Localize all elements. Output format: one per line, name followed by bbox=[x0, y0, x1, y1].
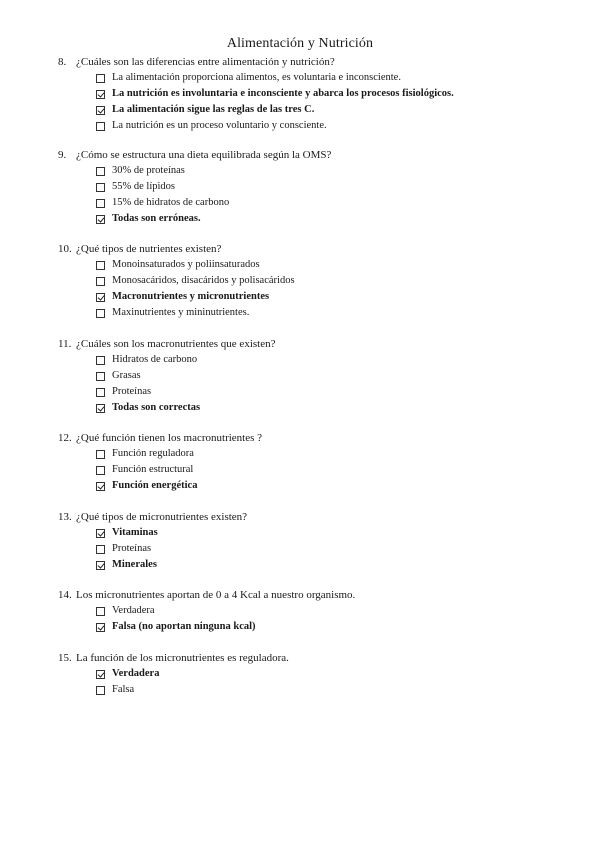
checkbox-checked[interactable] bbox=[96, 106, 105, 115]
question-text: ¿Qué tipos de micronutrientes existen? bbox=[76, 511, 248, 523]
option-text: 15% de hidratos de carbono bbox=[112, 197, 230, 208]
option-text: Verdadera bbox=[112, 668, 160, 679]
option-text: 30% de proteínas bbox=[112, 165, 185, 176]
option-text: Grasas bbox=[112, 370, 141, 381]
option[interactable] bbox=[96, 118, 578, 134]
checkbox[interactable] bbox=[96, 277, 105, 286]
option-text: Monosacáridos, disacáridos y polisacáridos bbox=[112, 275, 295, 286]
option[interactable] bbox=[96, 478, 578, 494]
option[interactable] bbox=[96, 70, 578, 86]
checkbox[interactable] bbox=[96, 607, 105, 616]
question-text: ¿Cómo se estructura una dieta equilibrada según la OMS? bbox=[76, 149, 332, 161]
option-text: Vitaminas bbox=[112, 527, 158, 538]
option[interactable] bbox=[96, 163, 578, 179]
option[interactable] bbox=[96, 179, 578, 195]
option-text: Todas son correctas bbox=[112, 402, 201, 413]
option[interactable] bbox=[96, 211, 578, 227]
option[interactable] bbox=[96, 682, 578, 698]
question-text: ¿Cuáles son las diferencias entre alimentación y nutrición? bbox=[76, 56, 335, 68]
checkbox-checked[interactable] bbox=[96, 215, 105, 224]
checkbox-checked[interactable] bbox=[96, 404, 105, 413]
checkbox[interactable] bbox=[96, 388, 105, 397]
question-text: La función de los micronutrientes es reguladora. bbox=[76, 652, 289, 664]
option[interactable] bbox=[96, 384, 578, 400]
checkbox[interactable] bbox=[96, 261, 105, 270]
option[interactable] bbox=[96, 400, 578, 416]
option[interactable] bbox=[96, 195, 578, 211]
option[interactable] bbox=[96, 257, 578, 273]
checkbox[interactable] bbox=[96, 372, 105, 381]
option[interactable] bbox=[96, 86, 578, 102]
question-15 bbox=[58, 650, 578, 698]
question-text: ¿Qué tipos de nutrientes existen? bbox=[76, 243, 222, 255]
checkbox[interactable] bbox=[96, 74, 105, 83]
option[interactable] bbox=[96, 273, 578, 289]
option[interactable] bbox=[96, 619, 578, 635]
checkbox[interactable] bbox=[96, 309, 105, 318]
question-number: 11. bbox=[58, 338, 72, 350]
question-number: 8. bbox=[58, 56, 67, 68]
checkbox[interactable] bbox=[96, 356, 105, 365]
checkbox[interactable] bbox=[96, 183, 105, 192]
option-text: Monoinsaturados y poliinsaturados bbox=[112, 259, 260, 270]
option[interactable] bbox=[96, 352, 578, 368]
option-text: Función reguladora bbox=[112, 448, 194, 459]
checkbox-checked[interactable] bbox=[96, 293, 105, 302]
checkbox[interactable] bbox=[96, 466, 105, 475]
checkbox[interactable] bbox=[96, 450, 105, 459]
option[interactable] bbox=[96, 305, 578, 321]
checkbox-checked[interactable] bbox=[96, 482, 105, 491]
option-text: Proteínas bbox=[112, 386, 152, 397]
option-text: La alimentación proporciona alimentos, es voluntaria e inconsciente. bbox=[112, 72, 401, 83]
option[interactable] bbox=[96, 289, 578, 305]
option-text: Función estructural bbox=[112, 464, 194, 475]
option[interactable] bbox=[96, 446, 578, 462]
option-text: Falsa bbox=[112, 684, 135, 695]
option[interactable] bbox=[96, 541, 578, 557]
option-text: Proteínas bbox=[112, 543, 152, 554]
question-9 bbox=[58, 147, 578, 227]
checkbox-checked[interactable] bbox=[96, 561, 105, 570]
checkbox-checked[interactable] bbox=[96, 623, 105, 632]
question-number: 14. bbox=[58, 589, 72, 601]
option[interactable] bbox=[96, 603, 578, 619]
question-11 bbox=[58, 336, 578, 416]
checkbox-checked[interactable] bbox=[96, 90, 105, 99]
option[interactable] bbox=[96, 557, 578, 573]
option[interactable] bbox=[96, 462, 578, 478]
option[interactable] bbox=[96, 666, 578, 682]
option-text: 55% de lípidos bbox=[112, 181, 175, 192]
option-text: La nutrición es involuntaria e inconsciente y abarca los procesos fisiológicos. bbox=[112, 88, 454, 99]
question-10 bbox=[58, 241, 578, 321]
option-text: Falsa (no aportan ninguna kcal) bbox=[112, 621, 256, 632]
checkbox[interactable] bbox=[96, 167, 105, 176]
option-text: Verdadera bbox=[112, 605, 155, 616]
question-14 bbox=[58, 587, 578, 635]
option[interactable] bbox=[96, 525, 578, 541]
question-number: 12. bbox=[58, 432, 72, 444]
option[interactable] bbox=[96, 368, 578, 384]
checkbox[interactable] bbox=[96, 122, 105, 131]
option-text: Hidratos de carbono bbox=[112, 354, 198, 365]
checkbox-checked[interactable] bbox=[96, 670, 105, 679]
checkbox[interactable] bbox=[96, 199, 105, 208]
question-13 bbox=[58, 509, 578, 573]
option-text: Minerales bbox=[112, 559, 157, 570]
checkbox[interactable] bbox=[96, 545, 105, 554]
question-12 bbox=[58, 430, 578, 494]
question-number: 13. bbox=[58, 511, 72, 523]
checkbox-checked[interactable] bbox=[96, 529, 105, 538]
option-text: Función energética bbox=[112, 480, 198, 491]
question-number: 10. bbox=[58, 243, 72, 255]
option-text: Macronutrientes y micronutrientes bbox=[112, 291, 270, 302]
checkbox[interactable] bbox=[96, 686, 105, 695]
option-text: La alimentación sigue las reglas de las tres C. bbox=[112, 104, 315, 115]
question-text: ¿Qué función tienen los macronutrientes ? bbox=[76, 432, 263, 444]
page-title: Alimentación y Nutrición bbox=[226, 36, 374, 51]
option-text: La nutrición es un proceso voluntario y consciente. bbox=[112, 120, 327, 131]
question-text: Los micronutrientes aportan de 0 a 4 Kcal a nuestro organismo. bbox=[76, 589, 356, 601]
question-8 bbox=[58, 54, 578, 134]
option-text: Todas son erróneas. bbox=[112, 213, 201, 224]
option[interactable] bbox=[96, 102, 578, 118]
option-text: Maxinutrientes y mininutrientes. bbox=[112, 307, 250, 318]
question-number: 15. bbox=[58, 652, 72, 664]
question-number: 9. bbox=[58, 149, 67, 161]
question-text: ¿Cuáles son los macronutrientes que existen? bbox=[76, 338, 276, 350]
